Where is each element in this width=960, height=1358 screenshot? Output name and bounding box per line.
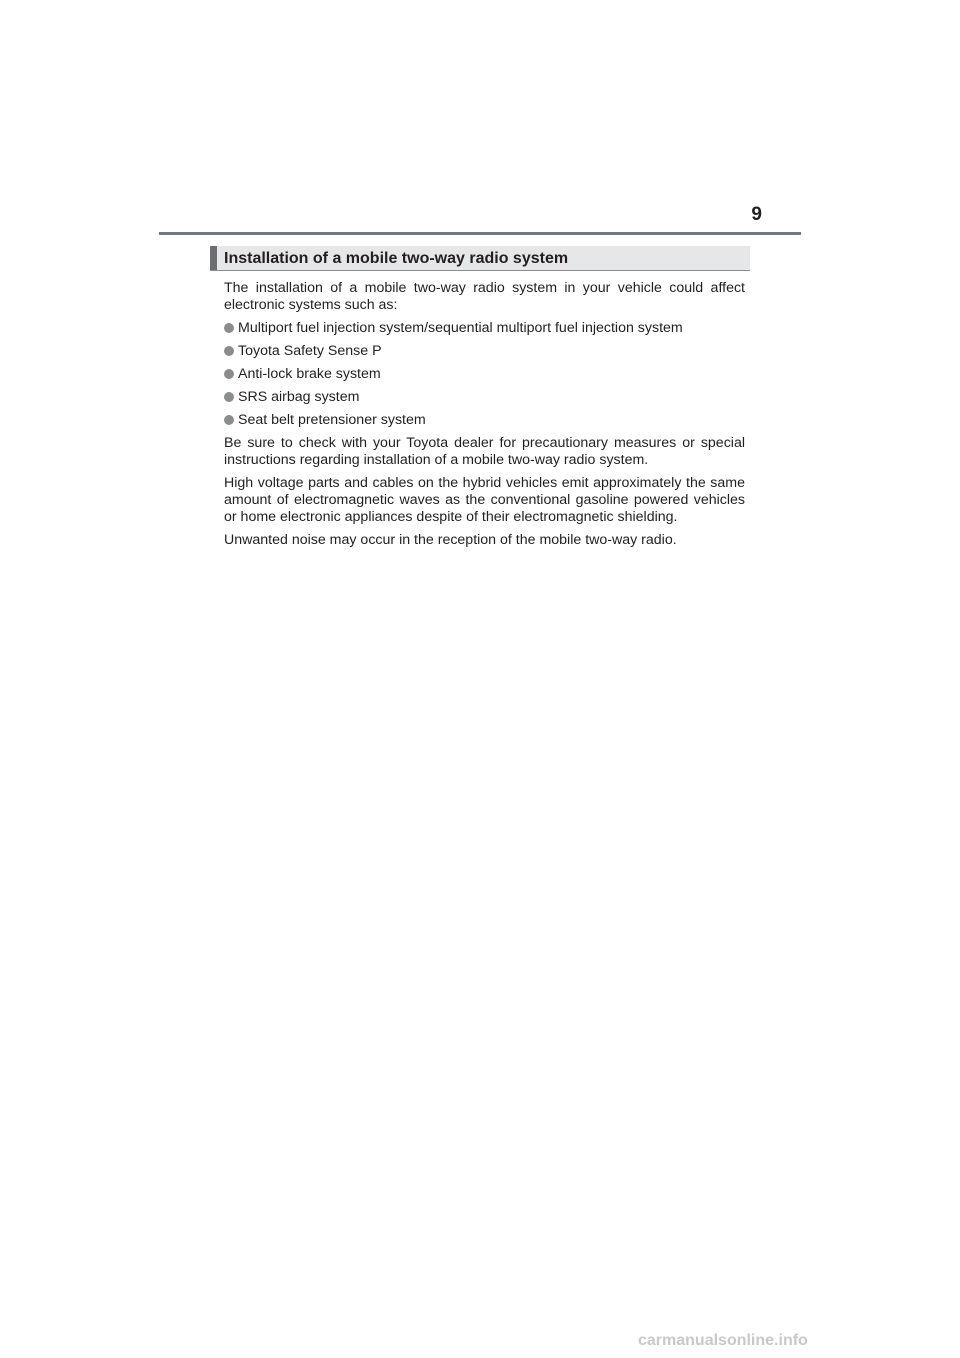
bullet-icon xyxy=(224,392,234,402)
high-voltage-paragraph: High voltage parts and cables on the hybrid vehicles emit approximately the same amount of electromagnetic waves as the conventional gasoline powered vehicles or home electronic appliances despite of their electromagnetic shielding. xyxy=(224,475,745,525)
list-item-text: SRS airbag system xyxy=(238,389,360,405)
noise-paragraph: Unwanted noise may occur in the reception of the mobile two-way radio. xyxy=(224,532,677,548)
list-item xyxy=(224,412,745,429)
list-item-text: Multiport fuel injection system/sequential multiport fuel injection system xyxy=(238,320,683,336)
bullet-icon xyxy=(224,346,234,356)
bullet-icon xyxy=(224,415,234,425)
watermark: carmanualsonline.info xyxy=(638,1332,808,1349)
list-item xyxy=(224,343,745,360)
body-content xyxy=(224,280,745,555)
heading-accent-bar xyxy=(210,246,217,270)
list-item xyxy=(224,320,745,337)
intro-paragraph: The installation of a mobile two-way radio system in your vehicle could affect electronic systems such as: xyxy=(224,280,745,313)
dealer-check-paragraph: Be sure to check with your Toyota dealer for precautionary measures or special instructions regarding installation of a mobile two-way radio system. xyxy=(224,435,745,468)
page-number: 9 xyxy=(751,204,762,225)
bullet-icon xyxy=(224,369,234,379)
list-item xyxy=(224,366,745,383)
section-heading-title: Installation of a mobile two-way radio system xyxy=(224,250,569,267)
list-item-text: Seat belt pretensioner system xyxy=(238,412,426,428)
section-heading xyxy=(210,246,750,271)
list-item xyxy=(224,389,745,406)
list-item-text: Toyota Safety Sense P xyxy=(238,343,382,359)
bullet-icon xyxy=(224,323,234,333)
list-item-text: Anti-lock brake system xyxy=(238,366,381,382)
header-rule xyxy=(159,232,801,235)
